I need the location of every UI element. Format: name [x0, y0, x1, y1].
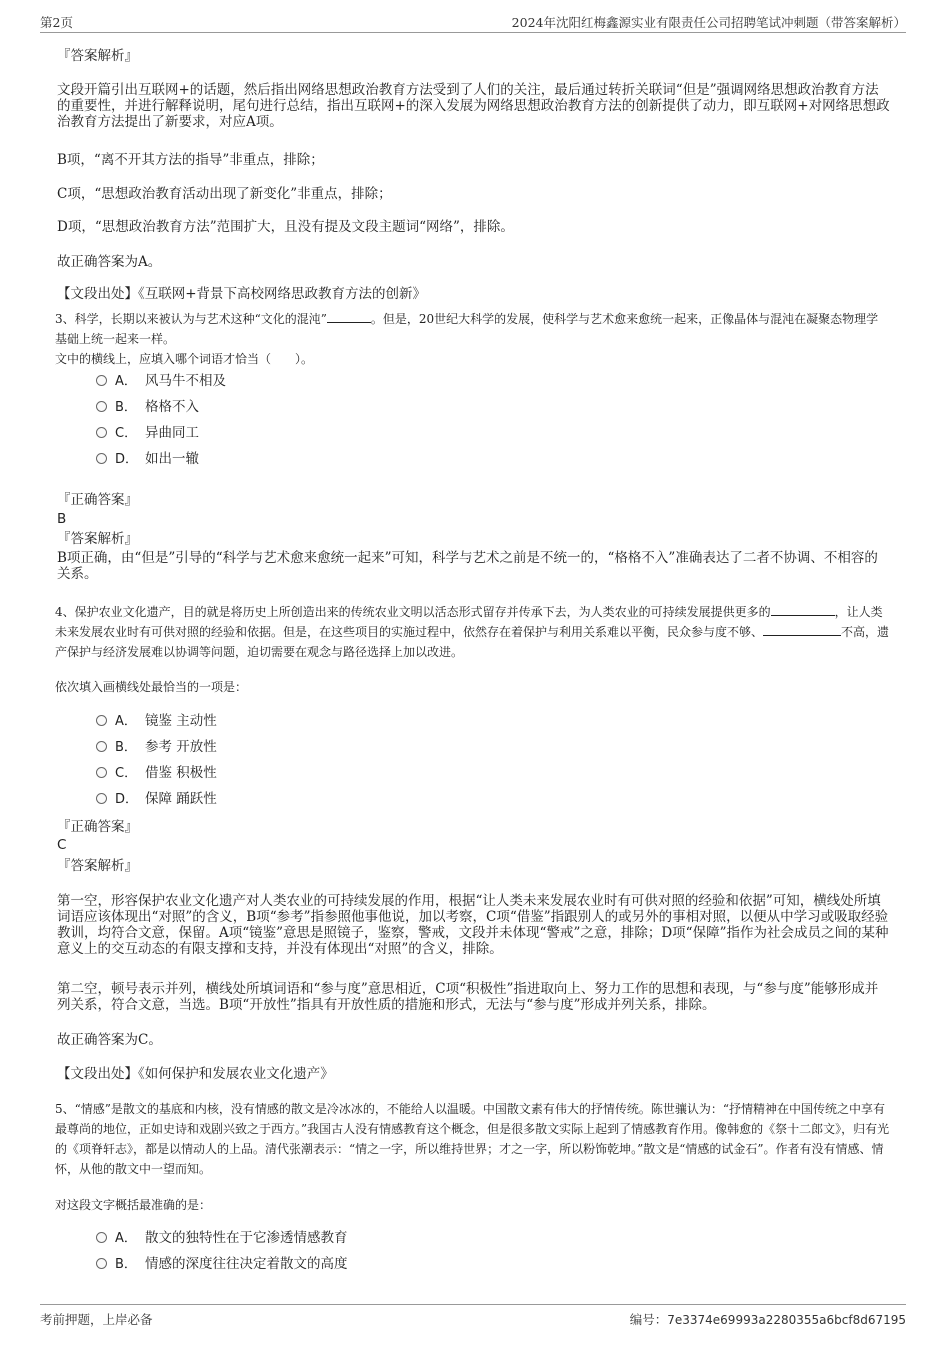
radio-icon[interactable]	[96, 401, 107, 412]
radio-icon[interactable]	[96, 741, 107, 752]
page-number: 第2页	[40, 15, 73, 30]
q4-analysis-label: 『答案解析』	[57, 858, 138, 874]
q5-prompt: 对这段文字概括最准确的是：	[55, 1198, 212, 1212]
q4-conclusion: 故正确答案为C。	[57, 1032, 162, 1048]
footer-code	[630, 1311, 906, 1329]
radio-icon[interactable]	[96, 427, 107, 438]
q4-option-b[interactable]: B． 参考 开放性	[96, 738, 217, 758]
q3-analysis: B项正确，由“但是”引导的“科学与艺术愈来愈统一起来”可知，科学与艺术之前是不统一的，“格格不入”准确表达了二者不协调、不相容的关系。	[57, 550, 878, 582]
document-title: 2024年沈阳红梅鑫源实业有限责任公司招聘笔试冲刺题（带答案解析）	[511, 15, 906, 30]
q3-option-b[interactable]: B． 格格不入	[96, 398, 199, 418]
q4-correct-answer: C	[57, 837, 67, 853]
q2-analysis-label: 『答案解析』	[57, 48, 138, 64]
radio-icon[interactable]	[96, 453, 107, 464]
q4-stem-part3: 不高，遗产保护与经济发展难以协调等问题，迫切需要在观念与路径选择上加以改进。	[55, 625, 890, 659]
radio-icon[interactable]	[96, 375, 107, 386]
q3-correct-answer: B	[57, 511, 67, 527]
q4-option-a[interactable]: A． 镜鉴 主动性	[96, 712, 217, 732]
radio-icon[interactable]	[96, 793, 107, 804]
q3-stem	[55, 309, 890, 349]
page-header	[40, 10, 906, 33]
radio-icon[interactable]	[96, 1258, 107, 1269]
q4-stem	[55, 602, 890, 662]
q2-source: 【文段出处】《互联网+背景下高校网络思政教育方法的创新》	[57, 286, 427, 302]
q5-option-b[interactable]: B． 情感的深度往往决定着散文的高度	[96, 1255, 348, 1275]
q4-analysis-paragraph-2: 第二空，顿号表示并列，横线处所填词语和“参与度”意思相近，C项“积极性”指进取向上、努力工作的思想和表现，与“参与度”能够形成并列关系，符合文意，当选。B项“开放性”指具有开放性质的措施和形式，无法与“参与度”形成并列关系，排除。	[57, 981, 879, 1013]
q2-analysis-paragraph: 文段开篇引出互联网+的话题，然后指出网络思想政治教育方法受到了人们的关注，最后通过转折关联词“但是”强调网络思想政治教育方法的重要性，并进行解释说明，尾句进行总结，指出互联网+的深入发展为网络思想政治教育方法的创新提供了动力，即互联网+对网络思想政治教育方法提出了新要求，对应A项。	[57, 82, 890, 130]
q3-stem-part2: 。但是，20世纪大科学的发展，使科学与艺术愈来愈统一起来，正像晶体与混沌在凝聚态物理学基础上统一起来一样。	[55, 312, 879, 346]
q2-analysis-option-b: B项，“离不开其方法的指导”非重点，排除；	[57, 152, 324, 168]
q4-option-c[interactable]: C． 借鉴 积极性	[96, 764, 217, 784]
footer-slogan: 考前押题，上岸必备	[40, 1312, 153, 1327]
q4-option-d[interactable]: D． 保障 踊跃性	[96, 790, 217, 810]
page-footer	[40, 1304, 906, 1327]
q4-stem-part2: ，让人类未来发展农业时有可供对照的经验和依据。但是，在这些项目的实施过程中，依然存在着保护与利用关系难以平衡，民众参与度不够、	[55, 605, 883, 639]
q3-prompt: 文中的横线上，应填入哪个词语才恰当（ ）。	[55, 352, 314, 366]
q4-blank-2	[763, 623, 841, 636]
radio-icon[interactable]	[96, 715, 107, 726]
q5-option-a[interactable]: A． 散文的独特性在于它渗透情感教育	[96, 1229, 348, 1249]
footer-code-label: 编号：	[629, 1312, 668, 1327]
radio-icon[interactable]	[96, 767, 107, 778]
q3-stem-part1: 3、科学，长期以来被认为与艺术这种“文化的混沌”	[55, 312, 327, 326]
q4-correct-label: 『正确答案』	[57, 819, 138, 835]
q3-option-d[interactable]: D． 如出一辙	[96, 450, 199, 470]
q3-option-c[interactable]: C． 异曲同工	[96, 424, 199, 444]
q4-stem-part1: 4、保护农业文化遗产，目的就是将历史上所创造出来的传统农业文明以活态形式留存并传承下去，为人类农业的可持续发展提供更多的	[55, 605, 771, 619]
radio-icon[interactable]	[96, 1232, 107, 1243]
q2-analysis-option-d: D项，“思想政治教育方法”范围扩大，且没有提及文段主题词“网络”，排除。	[57, 219, 514, 235]
q4-prompt: 依次填入画横线处最恰当的一项是：	[55, 680, 248, 694]
q5-stem: 5、“情感”是散文的基底和内核，没有情感的散文是冷冰冰的，不能给人以温暖。中国散文素有伟大的抒情传统。陈世骧认为：“抒情精神在中国传统之中享有最尊尚的地位，正如史诗和戏剧兴致之于西方。”我国古人没有情感教育这个概念，但是很多散文实际上起到了情感教育作用。像韩愈的《祭十二郎文》，归有光的《项脊轩志》，都是以情动人的上品。清代张潮表示：“情之一字，所以维持世界；才之一字，所以粉饰乾坤。”散文是“情感的试金石”。作者有没有情感、情怀，从他的散文中一望而知。	[55, 1102, 890, 1176]
q3-blank	[327, 310, 371, 323]
q2-analysis-option-c: C项，“思想政治教育活动出现了新变化”非重点，排除；	[57, 186, 392, 202]
q2-conclusion: 故正确答案为A。	[57, 254, 162, 270]
q4-source: 【文段出处】《如何保护和发展农业文化遗产》	[57, 1066, 334, 1082]
q4-blank-1	[771, 603, 835, 616]
q3-analysis-label: 『答案解析』	[57, 531, 138, 547]
footer-code-value: 7e3374e69993a2280355a6bcf8d67195	[667, 1313, 906, 1327]
q4-analysis-paragraph-1: 第一空，形容保护农业文化遗产对人类农业的可持续发展的作用，根据“让人类未来发展农业时有可供对照的经验和依据”可知，横线处所填词语应该体现出“对照”的含义，B项“参考”指参照他事他说，加以考察，C项“借鉴”指跟别人的或另外的事相对照，以便从中学习或吸取经验教训，均符合文意，保留。A项“镜鉴”意思是照镜子，鉴察，警戒，文段并未体现“警戒”之意，排除；D项“保障”指作为社会成员之间的某种意义上的交互动态的有限支撑和支持，并没有体现出“对照”的含义，排除。	[57, 893, 889, 957]
q3-correct-label: 『正确答案』	[57, 492, 138, 508]
q3-option-a[interactable]: A． 风马牛不相及	[96, 372, 226, 392]
